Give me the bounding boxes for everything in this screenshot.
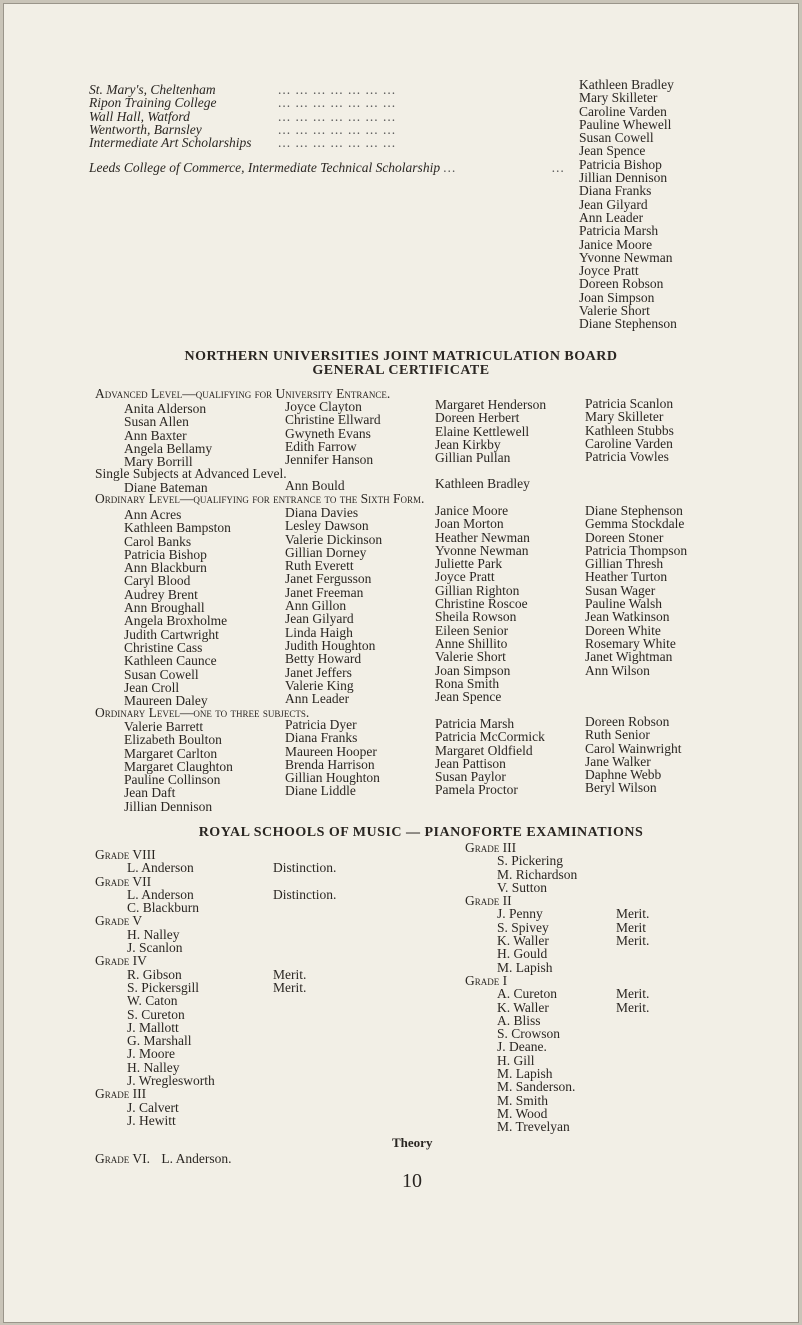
- student-name: Margaret Claughton: [124, 758, 233, 774]
- exam-entry: [465, 999, 650, 1015]
- exam-entry: [465, 853, 563, 869]
- student-name: Margaret Carlton: [124, 745, 218, 761]
- student-name: Rosemary White: [585, 635, 676, 651]
- advanced-col-3: [435, 398, 546, 464]
- candidate-name: J. Scanlon: [127, 940, 183, 956]
- student-name: Carol Banks: [124, 533, 192, 549]
- grade-heading: Grade I: [465, 972, 508, 988]
- student-name: Jillian Dennison: [124, 798, 213, 814]
- leader-dots-row: ... ... ... ... ... ... ...: [278, 108, 397, 124]
- award-place: Wentworth, Barnsley: [89, 121, 202, 137]
- award-name: Janice Moore: [579, 236, 653, 252]
- student-name: Ann Acres: [124, 507, 182, 522]
- award-name: Valerie Short: [579, 303, 650, 319]
- exam-entry: [95, 860, 337, 876]
- student-name: Jane Walker: [585, 753, 651, 769]
- award-name: Diane Stephenson: [579, 316, 677, 332]
- award-name: Caroline Varden: [579, 103, 667, 119]
- award-name: Mary Skilleter: [579, 90, 658, 106]
- student-name: Margaret Henderson: [435, 397, 547, 412]
- award-place: Wall Hall, Watford: [89, 108, 190, 124]
- student-name: Ruth Senior: [585, 727, 650, 743]
- leader-dots: [278, 83, 396, 149]
- student-name: Ann Wilson: [585, 662, 650, 678]
- student-name: Ann Blackburn: [124, 560, 207, 576]
- exam-entry: [95, 1059, 180, 1075]
- student-name: Judith Houghton: [285, 637, 376, 653]
- exam-entry: [465, 959, 553, 975]
- ordinary-col-3: [435, 504, 530, 703]
- nujmb-subtitle: GENERAL CERTIFICATE: [312, 363, 490, 378]
- student-name: Janice Moore: [435, 503, 509, 518]
- award-place: St. Mary's, Cheltenham: [89, 82, 216, 97]
- candidate-name: J. Wreglesworth: [127, 1073, 215, 1089]
- music-title: ROYAL SCHOOLS OF MUSIC — PIANOFORTE EXAMINATIONS: [198, 825, 644, 840]
- student-name: Susan Allen: [124, 414, 189, 430]
- award-place: Intermediate Art Scholarships: [89, 135, 252, 151]
- exam-entry: [465, 986, 650, 1002]
- student-name: Daphne Webb: [585, 767, 662, 783]
- candidate-name: H. Nalley: [127, 926, 180, 942]
- candidate-name: M. Wood: [497, 1105, 548, 1121]
- exam-entry: [465, 919, 646, 935]
- exam-entry: [95, 900, 199, 916]
- leader-dots-row: ... ... ... ... ... ... ...: [278, 121, 397, 137]
- student-name: Maureen Daley: [124, 693, 208, 709]
- candidate-name: K. Waller: [497, 999, 549, 1015]
- student-name: Susan Paylor: [435, 769, 506, 785]
- student-name: Doreen Stoner: [585, 529, 664, 545]
- student-name: Gillian Dorney: [285, 544, 367, 560]
- advanced-col-2: [285, 400, 381, 466]
- exam-entry: [95, 1099, 179, 1115]
- student-name: Joan Morton: [435, 516, 504, 532]
- student-name: Diane Liddle: [285, 783, 356, 799]
- result-note: Merit.: [616, 986, 650, 1002]
- exam-entry: [465, 1026, 561, 1042]
- advanced-col-4: [585, 397, 674, 463]
- result-note: Merit.: [273, 966, 307, 982]
- student-name: Rona Smith: [435, 675, 500, 691]
- student-name: Angela Broxholme: [124, 613, 228, 629]
- exam-entry: [465, 946, 548, 962]
- candidate-name: A. Bliss: [497, 1012, 541, 1028]
- ordinary-col-1: [124, 508, 231, 707]
- exam-entry: [95, 979, 307, 995]
- student-name: Pauline Walsh: [585, 596, 663, 612]
- student-name: Juliette Park: [435, 556, 503, 572]
- theory-name: L. Anderson.: [161, 1151, 232, 1166]
- exam-entry: [95, 1046, 175, 1062]
- exam-entry: [465, 1092, 549, 1108]
- awards-places: [89, 83, 252, 149]
- result-note: Merit.: [616, 999, 650, 1015]
- student-name: Gemma Stockdale: [585, 516, 685, 532]
- student-name: Carol Wainwright: [585, 740, 682, 756]
- exam-entry: [465, 1012, 541, 1028]
- candidate-name: S. Crowson: [497, 1026, 561, 1042]
- student-name: Diana Davies: [285, 505, 359, 520]
- award-name: Yvonne Newman: [579, 249, 673, 265]
- leeds-scholarship-label: Leeds College of Commerce, Intermediate Technical Scholarship ... ...: [89, 160, 566, 175]
- ordinary-level-2-label: Ordinary Level—one to three subjects.: [95, 705, 310, 720]
- student-name: Brenda Harrison: [285, 756, 375, 772]
- candidate-name: M. Smith: [497, 1092, 549, 1108]
- candidate-name: A. Cureton: [497, 986, 557, 1002]
- student-name: Angela Bellamy: [124, 440, 213, 456]
- award-name: Joan Simpson: [579, 289, 655, 305]
- candidate-name: R. Gibson: [127, 966, 182, 982]
- student-name: Lesley Dawson: [285, 518, 369, 534]
- student-name: Valerie Dickinson: [285, 531, 383, 547]
- result-note: Merit.: [616, 906, 650, 922]
- theory-heading: Theory: [392, 1135, 433, 1150]
- student-name: Pauline Collinson: [124, 772, 221, 788]
- leader-dots-row: ... ... ... ... ... ... ...: [278, 95, 397, 111]
- award-name: Susan Cowell: [579, 130, 654, 146]
- exam-entry: [95, 926, 180, 942]
- student-name: Eileen Senior: [435, 622, 509, 638]
- award-name: Kathleen Bradley: [579, 77, 674, 92]
- exam-entry: [95, 886, 337, 902]
- student-name: Janet Wightman: [585, 649, 673, 665]
- student-name: Elizabeth Boulton: [124, 732, 222, 748]
- theory-line: [95, 1152, 232, 1165]
- student-name: Caroline Varden: [585, 435, 673, 451]
- grade-heading: Grade III: [95, 1086, 147, 1102]
- candidate-name: S. Pickersgill: [127, 979, 200, 995]
- student-name: Diana Franks: [285, 730, 358, 746]
- ordinary-col-2: [285, 506, 382, 705]
- student-name: Ann Leader: [285, 691, 350, 707]
- student-name: Joyce Pratt: [435, 569, 495, 585]
- exam-entry: [95, 1019, 179, 1035]
- ordinary-col-4: [585, 504, 687, 677]
- award-name: Diana Franks: [579, 183, 652, 199]
- theory-grade: Grade VI.: [95, 1151, 150, 1166]
- student-name: Patricia Dyer: [285, 717, 357, 732]
- student-name: Linda Haigh: [285, 624, 353, 640]
- nujmb-title: NORTHERN UNIVERSITIES JOINT MATRICULATION BOARD: [184, 349, 618, 364]
- exam-entry: [95, 1006, 185, 1022]
- exam-entry: [95, 1033, 192, 1049]
- candidate-name: J. Calvert: [127, 1099, 179, 1115]
- candidate-name: J. Moore: [127, 1046, 175, 1062]
- ordinary2-col-4: [585, 715, 682, 795]
- candidate-name: J. Mallott: [127, 1019, 179, 1035]
- student-name: Jean Kirkby: [435, 436, 501, 452]
- student-name: Edith Farrow: [285, 438, 357, 454]
- student-name: Audrey Brent: [124, 586, 198, 602]
- student-name: Gillian Pullan: [435, 450, 511, 466]
- student-name: Christine Ellward: [285, 412, 381, 428]
- student-name: Caryl Blood: [124, 573, 191, 589]
- candidate-name: G. Marshall: [127, 1033, 192, 1049]
- exam-entry: [465, 879, 548, 895]
- student-name: Valerie Short: [435, 649, 506, 665]
- exam-entry: [465, 1119, 570, 1135]
- grade-heading: Grade II: [465, 893, 512, 909]
- exam-entry: [465, 1105, 548, 1121]
- candidate-name: M. Sanderson.: [497, 1079, 576, 1095]
- student-name: Maureen Hooper: [285, 743, 377, 759]
- student-name: Ruth Everett: [285, 558, 354, 574]
- award-name: Patricia Bishop: [579, 156, 662, 172]
- single-name-3: Kathleen Bradley: [435, 476, 530, 491]
- exam-entry: [465, 1052, 535, 1068]
- student-name: Valerie Barrett: [124, 719, 204, 734]
- award-name: Patricia Marsh: [579, 223, 659, 239]
- student-name: Jean Pattison: [435, 755, 506, 771]
- leader-dots-row: ... ... ... ... ... ... ...: [278, 135, 397, 151]
- student-name: Jean Croll: [124, 679, 180, 695]
- student-name: Patricia Scanlon: [585, 396, 674, 411]
- single-name-2: Ann Bould: [285, 478, 345, 493]
- leader-dots-row: ... ... ... ... ... ... ...: [278, 82, 397, 97]
- result-note: Distinction.: [273, 886, 337, 902]
- candidate-name: M. Lapish: [497, 1066, 553, 1082]
- candidate-name: W. Caton: [127, 993, 178, 1009]
- student-name: Valerie King: [285, 677, 354, 693]
- student-name: Gillian Righton: [435, 582, 520, 598]
- student-name: Susan Wager: [585, 582, 656, 598]
- page-number: 10: [402, 1170, 422, 1192]
- student-name: Gwyneth Evans: [285, 425, 371, 441]
- single-name-1: Diane Bateman: [124, 480, 208, 495]
- candidate-name: K. Waller: [497, 933, 549, 949]
- candidate-name: H. Gill: [497, 1052, 535, 1068]
- candidate-name: V. Sutton: [497, 879, 548, 895]
- student-name: Jean Spence: [435, 689, 502, 705]
- result-note: Merit: [616, 919, 646, 935]
- grade-heading: Grade III: [465, 840, 517, 855]
- exam-entry: [95, 940, 183, 956]
- award-place: Ripon Training College: [89, 95, 217, 111]
- student-name: Jean Watkinson: [585, 609, 670, 625]
- student-name: Ann Gillon: [285, 598, 347, 614]
- candidate-name: S. Cureton: [127, 1006, 185, 1022]
- award-name: Pauline Whewell: [579, 116, 672, 132]
- student-name: Christine Roscoe: [435, 596, 528, 612]
- exam-entry: [465, 1066, 553, 1082]
- ordinary2-col-3: [435, 717, 545, 797]
- student-name: Kathleen Stubbs: [585, 422, 674, 438]
- single-subjects-label: Single Subjects at Advanced Level.: [95, 466, 287, 481]
- student-name: Janet Jeffers: [285, 664, 352, 680]
- student-name: Jennifer Hanson: [285, 452, 374, 468]
- music-left-column: [95, 847, 337, 1128]
- student-name: Mary Skilleter: [585, 409, 664, 425]
- exam-entry: [465, 866, 578, 882]
- award-name: Doreen Robson: [579, 276, 664, 292]
- student-name: Doreen Robson: [585, 714, 670, 729]
- advanced-level-label: Advanced Level—qualifying for University Entrance.: [95, 386, 391, 401]
- student-name: Doreen White: [585, 622, 661, 638]
- advanced-col-1: [124, 402, 212, 468]
- student-name: Jean Gilyard: [285, 611, 354, 627]
- student-name: Margaret Oldfield: [435, 742, 533, 758]
- exam-entry: [465, 1039, 547, 1055]
- student-name: Elaine Kettlewell: [435, 423, 530, 439]
- student-name: Anita Alderson: [124, 401, 207, 416]
- candidate-name: J. Hewitt: [127, 1112, 176, 1128]
- student-name: Patricia Vowles: [585, 449, 669, 465]
- student-name: Diane Stephenson: [585, 503, 683, 518]
- leeds-label-text: Leeds College of Commerce, Intermediate Technical Scholarship: [89, 160, 441, 175]
- student-name: Beryl Wilson: [585, 780, 657, 796]
- exam-entry: [95, 966, 307, 982]
- ordinary2-col-1: [124, 720, 233, 813]
- candidate-name: C. Blackburn: [127, 900, 199, 916]
- student-name: Heather Newman: [435, 529, 530, 545]
- candidate-name: M. Lapish: [497, 959, 553, 975]
- student-name: Judith Cartwright: [124, 626, 219, 642]
- student-name: Kathleen Caunce: [124, 653, 217, 669]
- ordinary-level-label: Ordinary Level—qualifying for entrance to the Sixth Form.: [95, 491, 425, 506]
- exam-entry: [465, 906, 650, 922]
- student-name: Pamela Proctor: [435, 782, 518, 798]
- music-right-column: [465, 840, 650, 1135]
- candidate-name: M. Richardson: [497, 866, 578, 882]
- student-name: Joyce Clayton: [285, 399, 362, 414]
- student-name: Ann Broughall: [124, 600, 205, 616]
- candidate-name: S. Spivey: [497, 919, 549, 935]
- award-name: Joyce Pratt: [579, 263, 639, 279]
- candidate-name: M. Trevelyan: [497, 1119, 570, 1135]
- exam-entry: [465, 933, 650, 949]
- student-name: Gillian Houghton: [285, 770, 380, 786]
- grade-heading: Grade VII: [95, 873, 152, 889]
- student-name: Joan Simpson: [435, 662, 511, 678]
- student-name: Kathleen Bampston: [124, 520, 231, 536]
- student-name: Heather Turton: [585, 569, 668, 585]
- grade-heading: Grade VIII: [95, 847, 156, 862]
- student-name: Patricia Marsh: [435, 716, 515, 731]
- student-name: Patricia McCormick: [435, 729, 545, 745]
- student-name: Gillian Thresh: [585, 556, 664, 572]
- candidate-name: J. Penny: [497, 906, 543, 922]
- exam-entry: [95, 1112, 176, 1128]
- awards-names: [579, 78, 677, 331]
- student-name: Patricia Thompson: [585, 542, 688, 558]
- candidate-name: S. Pickering: [497, 853, 563, 869]
- result-note: Merit.: [616, 933, 650, 949]
- award-name: Ann Leader: [579, 209, 644, 225]
- student-name: Yvonne Newman: [435, 542, 529, 558]
- candidate-name: L. Anderson: [127, 886, 194, 902]
- student-name: Mary Borrill: [124, 454, 193, 470]
- result-note: Merit.: [273, 979, 307, 995]
- document-page: [3, 3, 799, 1323]
- candidate-name: L. Anderson: [127, 860, 194, 876]
- student-name: Doreen Herbert: [435, 410, 520, 426]
- ordinary2-col-2: [285, 718, 380, 798]
- student-name: Patricia Bishop: [124, 546, 207, 562]
- award-name: Jean Spence: [579, 143, 646, 159]
- student-name: Ann Baxter: [124, 427, 187, 443]
- student-name: Sheila Rowson: [435, 609, 517, 625]
- result-note: Distinction.: [273, 860, 337, 876]
- candidate-name: H. Gould: [497, 946, 548, 962]
- candidate-name: H. Nalley: [127, 1059, 180, 1075]
- award-name: Jean Gilyard: [579, 196, 648, 212]
- award-name: Jillian Dennison: [579, 170, 668, 186]
- exam-entry: [465, 1079, 576, 1095]
- student-name: Betty Howard: [285, 651, 362, 667]
- student-name: Susan Cowell: [124, 666, 199, 682]
- student-name: Janet Fergusson: [285, 571, 372, 587]
- candidate-name: J. Deane.: [497, 1039, 547, 1055]
- grade-heading: Grade V: [95, 913, 143, 929]
- student-name: Anne Shillito: [435, 635, 508, 651]
- student-name: Christine Cass: [124, 639, 203, 655]
- student-name: Janet Freeman: [285, 584, 364, 600]
- grade-heading: Grade IV: [95, 953, 147, 969]
- exam-entry: [95, 1073, 215, 1089]
- exam-entry: [95, 993, 178, 1009]
- student-name: Jean Daft: [124, 785, 176, 801]
